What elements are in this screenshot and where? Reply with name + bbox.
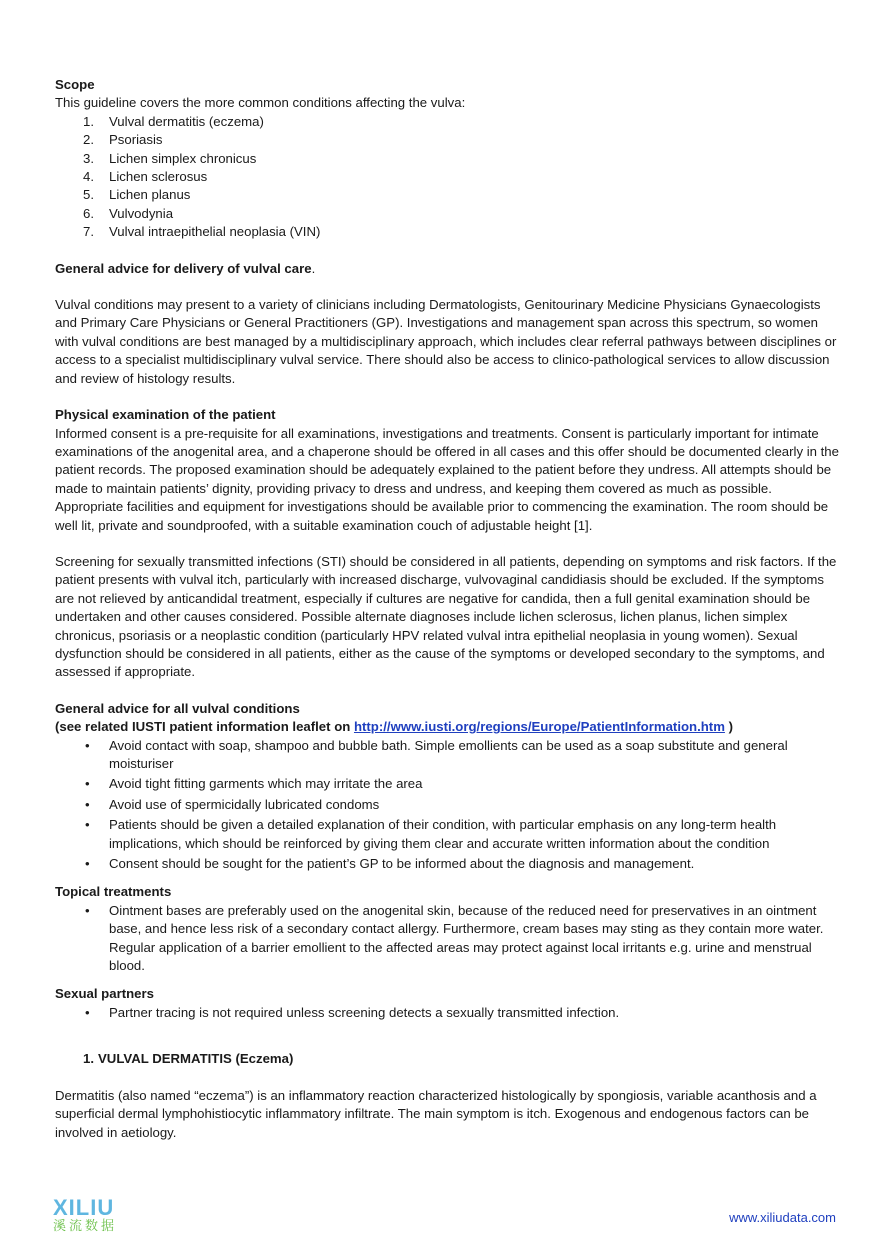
bullet-item bbox=[55, 902, 840, 976]
scope-list-item bbox=[55, 168, 840, 186]
list-item-text: Lichen sclerosus bbox=[109, 169, 208, 185]
section-1-number: 1. bbox=[83, 1051, 94, 1067]
list-item-text: Lichen simplex chronicus bbox=[109, 150, 257, 166]
physical-heading: Physical examination of the patient bbox=[55, 407, 276, 423]
subheading-suffix: ) bbox=[724, 719, 733, 735]
bullet-icon: • bbox=[85, 1004, 90, 1020]
bullet-text: Avoid contact with soap, shampoo and bubble bath. Simple emollients can be used as a soap substitute and general moisturiser bbox=[109, 737, 788, 771]
bullet-icon: • bbox=[85, 902, 90, 918]
scope-intro: This guideline covers the more common conditions affecting the vulva: bbox=[55, 95, 466, 111]
list-number: 4. bbox=[83, 169, 94, 185]
patient-info-link[interactable]: http://www.iusti.org/regions/Europe/PatientInformation.htm bbox=[353, 719, 725, 735]
bullet-text: Ointment bases are preferably used on the anogenital skin, because of the reduced need for preservatives in an ointment base, and hence less risk of a secondary contact allergy. Furthermore, cream bases may sting as they contain more water. Regular application of a barrier emollient to the affected areas may protect against local irritants e.g. urine and menstrual blood. bbox=[109, 902, 824, 974]
bullet-text: Consent should be sought for the patient’s GP to be informed about the diagnosis and management. bbox=[109, 856, 695, 872]
list-number: 7. bbox=[83, 224, 94, 240]
bullet-icon: • bbox=[85, 776, 90, 792]
bullet-item bbox=[55, 737, 840, 774]
physical-paragraph-1: Informed consent is a pre-requisite for all examinations, investigations and treatments. Consent is particularly important for intimate examinations of the anogenital area, and a chaperone should be offered in all cases and this offer should be documented clearly in the patient records. The proposed examination should be adequately explained to the patient before they undress. All attempts should be made to maintain patients’ dignity, providing privacy to dress and undress, and keeping them covered as much as possible. Appropriate facilities and equipment for investigations should be available prior to commencing the examination. The room should be well lit, private and soundproofed, with a suitable examination couch of adjustable height [1]. bbox=[55, 425, 839, 533]
bullet-item bbox=[55, 796, 840, 814]
bullet-icon: • bbox=[85, 817, 90, 833]
section-1-paragraph: Dermatitis (also named “eczema”) is an inflammatory reaction characterized histologically by spongiosis, variable acanthosis and a superficial dermal lymphohistiocytic inflammatory infiltrate. The main symptom is itch. Exogenous and endogenous factors can be involved in aetiology. bbox=[55, 1087, 817, 1140]
bullet-item bbox=[55, 855, 840, 873]
bullet-text: Patients should be given a detailed explanation of their condition, with particular emphasis on any long-term health implications, which should be reinforced by giving them clear and accurate written information about the condition bbox=[109, 817, 777, 851]
scope-heading: Scope bbox=[55, 77, 95, 92]
list-number: 5. bbox=[83, 187, 94, 203]
scope-list-item bbox=[55, 186, 840, 204]
bullet-item bbox=[55, 1004, 840, 1022]
scope-list bbox=[55, 113, 840, 242]
logo-wordmark: XILIU bbox=[53, 1195, 115, 1220]
scope-list-item bbox=[55, 113, 840, 131]
bullet-item bbox=[55, 816, 840, 853]
all-conditions-heading: General advice for all vulval conditions bbox=[55, 700, 300, 716]
list-item-text: Vulval intraepithelial neoplasia (VIN) bbox=[109, 224, 321, 240]
partners-heading: Sexual partners bbox=[55, 986, 154, 1002]
topical-heading: Topical treatments bbox=[55, 884, 172, 900]
list-number: 6. bbox=[83, 205, 94, 221]
bullet-icon: • bbox=[85, 856, 90, 872]
list-item-text: Lichen planus bbox=[109, 187, 191, 203]
list-number: 1. bbox=[83, 113, 94, 129]
bullet-icon: • bbox=[85, 796, 90, 812]
scope-list-item bbox=[55, 223, 840, 241]
delivery-heading-line bbox=[55, 260, 840, 278]
bullet-icon: • bbox=[85, 737, 90, 753]
all-conditions-bullets bbox=[55, 737, 840, 874]
list-number: 3. bbox=[83, 150, 94, 166]
partners-bullets bbox=[55, 1004, 840, 1022]
bullet-text: Avoid use of spermicidally lubricated condoms bbox=[109, 796, 380, 812]
delivery-heading: General advice for delivery of vulval care bbox=[55, 260, 312, 276]
scope-list-item bbox=[55, 205, 840, 223]
footer-url[interactable]: www.xiliudata.com bbox=[729, 1210, 836, 1225]
document-page bbox=[55, 76, 840, 1142]
xiliu-logo bbox=[53, 1197, 143, 1235]
topical-bullets bbox=[55, 902, 840, 976]
list-number: 2. bbox=[83, 132, 94, 148]
scope-list-item bbox=[55, 131, 840, 149]
physical-paragraph-2: Screening for sexually transmitted infections (STI) should be considered in all patients, depending on symptoms and risk factors. If the patient presents with vulval itch, particularly with increased discharge, vulvovaginal candidiasis should be excluded. If the symptoms are not relieved by anticandidal treatment, especially if cultures are negative for candida, then a full genital examination should be undertaken and other causes considered. Possible alternate diagnoses include lichen sclerosus, lichen planus, lichen simplex chronicus, psoriasis or a neoplastic condition (particularly HPV related vulval intra epithelial neoplasia in young women). Sexual dysfunction should be considered in all patients, either as the cause of the symptoms or developed secondary to the symptoms, and assessed if appropriate. bbox=[55, 553, 837, 680]
logo-chinese-text: 溪流数据 bbox=[53, 1219, 118, 1234]
bullet-item bbox=[55, 775, 840, 793]
list-item-text: Psoriasis bbox=[109, 132, 163, 148]
section-1-title bbox=[55, 1050, 840, 1068]
delivery-heading-suffix: . bbox=[311, 260, 316, 276]
all-conditions-subheading bbox=[55, 718, 840, 736]
list-item-text: Vulvodynia bbox=[109, 205, 174, 221]
bullet-text: Partner tracing is not required unless screening detects a sexually transmitted infection. bbox=[109, 1004, 620, 1020]
section-1-title-text: VULVAL DERMATITIS (Eczema) bbox=[98, 1051, 294, 1067]
delivery-paragraph: Vulval conditions may present to a variety of clinicians including Dermatologists, Genitourinary Medicine Physicians Gynaecologists and Primary Care Physicians or General Practitioners (GP). Investigations and management span across this spectrum, so women with vulval conditions are best managed by a multidisciplinary approach, which includes clear referral pathways between disciplines or access to a specialist multidisciplinary vulval service. There should also be access to clinico-pathological services to allow discussion and review of histology results. bbox=[55, 297, 837, 386]
subheading-prefix: (see related IUSTI patient information leaflet on bbox=[55, 719, 354, 735]
scope-list-item bbox=[55, 150, 840, 168]
bullet-text: Avoid tight fitting garments which may irritate the area bbox=[109, 776, 423, 792]
list-item-text: Vulval dermatitis (eczema) bbox=[109, 113, 264, 129]
